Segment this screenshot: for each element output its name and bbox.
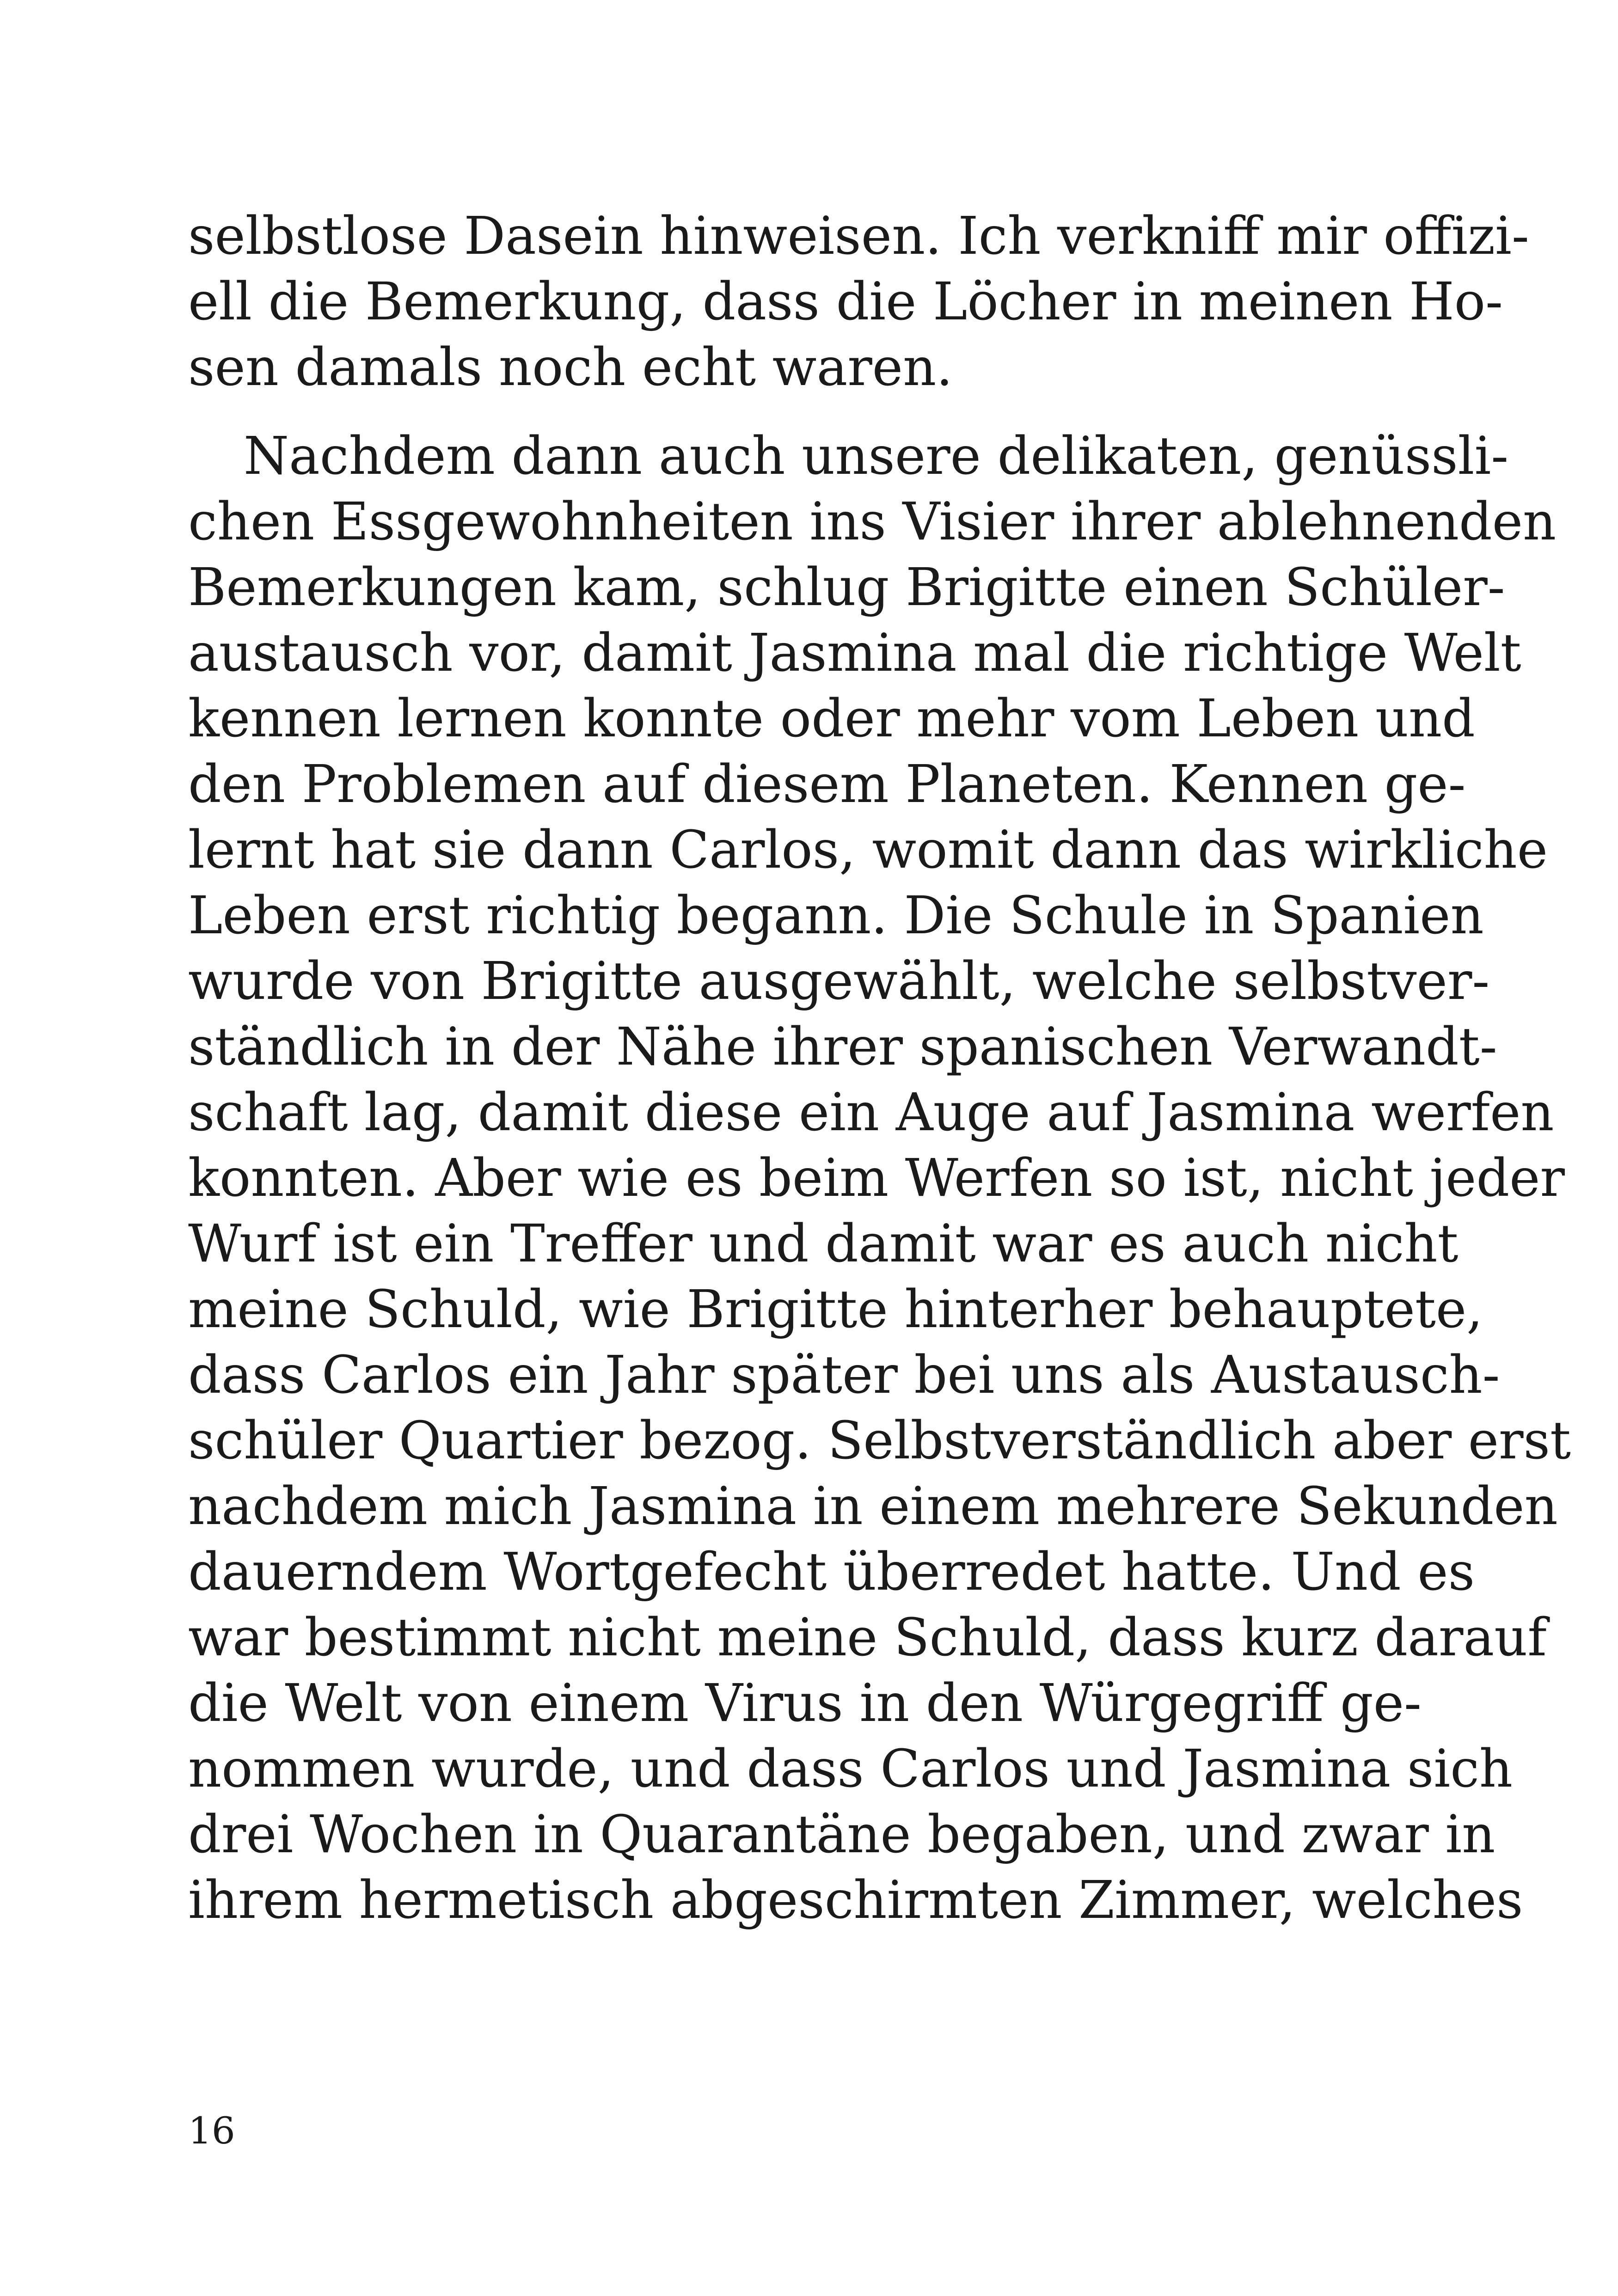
text-line: meine Schuld, wie Brigitte hinterher behauptete, — [188, 1280, 1483, 1340]
text-line: nommen wurde, und dass Carlos und Jasmina sich — [188, 1739, 1513, 1799]
text-line: wurde von Brigitte ausgewählt, welche selbstver- — [188, 951, 1490, 1011]
text-line: lernt hat sie dann Carlos, womit dann das wirkliche — [188, 820, 1548, 880]
paragraph-gap — [188, 400, 1409, 423]
text-line: schaft lag, damit diese ein Auge auf Jasmina werfen — [188, 1083, 1554, 1143]
text-line: war bestimmt nicht meine Schuld, dass kurz darauf — [188, 1608, 1547, 1668]
text-line: ihrem hermetisch abgeschirmten Zimmer, welches — [188, 1870, 1523, 1930]
text-line: den Problemen auf diesem Planeten. Kennen ge- — [188, 754, 1466, 814]
text-line: Nachdem dann auch unsere delikaten, genüssli- — [244, 426, 1509, 486]
text-line: nachdem mich Jasmina in einem mehrere Sekunden — [188, 1476, 1558, 1537]
text-line: Leben erst richtig begann. Die Schule in Spanien — [188, 886, 1484, 946]
text-line: dass Carlos ein Jahr später bei uns als Austausch- — [188, 1345, 1500, 1405]
text-line: dauerndem Wortgefecht überredet hatte. Und es — [188, 1542, 1475, 1602]
text-line: sen damals noch echt waren. — [188, 337, 953, 398]
text-line: ell die Bemerkung, dass die Löcher in meinen Ho- — [188, 272, 1503, 332]
text-line: die Welt von einem Virus in den Würgegriff ge- — [188, 1673, 1422, 1733]
text-line: chen Essgewohnheiten ins Visier ihrer ablehnenden — [188, 492, 1557, 552]
body-text — [188, 203, 1571, 1933]
text-line: Bemerkungen kam, schlug Brigitte einen Schüler- — [188, 557, 1505, 618]
text-line: selbstlose Dasein hinweisen. Ich verkniff mir offizi- — [188, 206, 1529, 266]
text-line: Wurf ist ein Treffer und damit war es auch nicht — [188, 1214, 1459, 1274]
text-line: kennen lernen konnte oder mehr vom Leben und — [188, 689, 1475, 749]
page-number: 16 — [188, 2109, 235, 2152]
text-line: ständlich in der Nähe ihrer spanischen Verwandt- — [188, 1017, 1497, 1077]
text-line: drei Wochen in Quarantäne begaben, und zwar in — [188, 1805, 1495, 1865]
text-line: austausch vor, damit Jasmina mal die richtige Welt — [188, 623, 1521, 683]
text-line: schüler Quartier bezog. Selbstverständlich aber erst — [188, 1411, 1571, 1471]
text-line: konnten. Aber wie es beim Werfen so ist, nicht jeder — [188, 1148, 1565, 1208]
